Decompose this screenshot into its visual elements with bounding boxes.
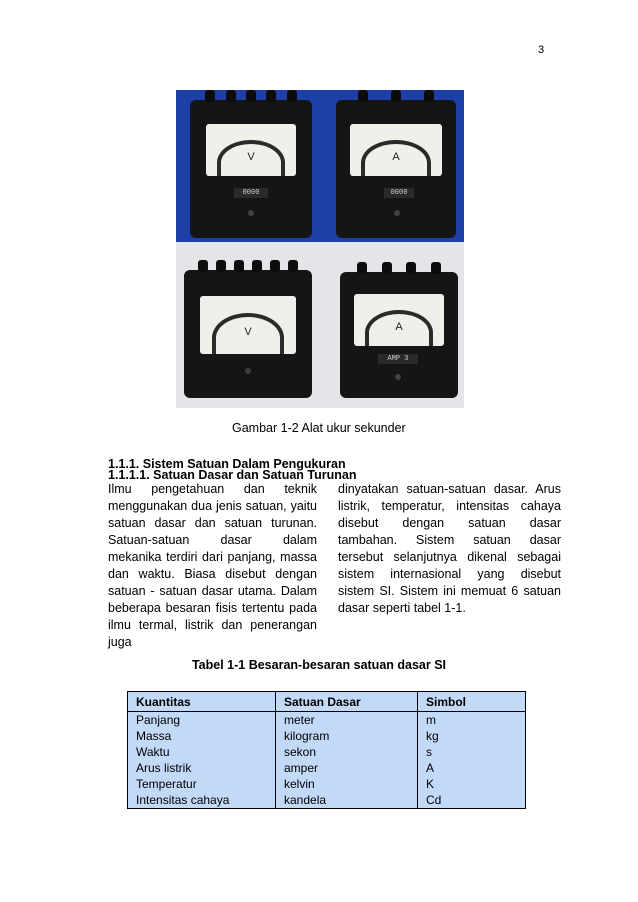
cell-quantity: Arus listrik [128,760,276,776]
cell-unit: kandela [276,792,418,809]
header-symbol: Simbol [418,692,526,712]
cell-quantity: Waktu [128,744,276,760]
si-units-table [127,691,526,809]
cell-quantity: Panjang [128,712,276,729]
meter-scale-label: A [392,151,400,164]
meter-plate: AMP 3 [378,354,418,364]
table-row [128,760,526,776]
meter-scale-label: V [244,326,252,339]
cell-symbol: s [418,744,526,760]
cell-symbol: A [418,760,526,776]
meter-scale-label: V [247,151,255,164]
voltmeter-top [190,100,312,238]
cell-unit: kilogram [276,728,418,744]
cell-unit: amper [276,760,418,776]
ammeter-top [336,100,456,238]
table-title: Tabel 1-1 Besaran-besaran satuan dasar SI [191,658,447,672]
paragraph-right: dinyatakan satuan-satuan dasar. Arus listrik, temperatur, intensitas cahaya disebut dengan satuan dasar tambahan. Sistem satuan dasar tersebut selanjutnya dikenal sebagai sistem internasional yang disebut sistem SI. Sistem ini memuat 6 satuan dasar seperti tabel 1-1. [338,482,561,615]
cell-symbol: Cd [418,792,526,809]
table-row [128,744,526,760]
cell-quantity: Temperatur [128,776,276,792]
cell-symbol: m [418,712,526,729]
page-number: 3 [538,44,545,56]
meter-plate: 0000 [234,188,268,198]
cell-unit: meter [276,712,418,729]
cell-symbol: K [418,776,526,792]
figure-caption: Gambar 1-2 Alat ukur sekunder [232,421,406,435]
meter-plate: 0000 [384,188,414,198]
header-quantity: Kuantitas [128,692,276,712]
ammeter-bottom [340,272,458,398]
subsection-heading: 1.1.1.1. Satuan Dasar dan Satuan Turunan [108,468,357,482]
meters-photo [176,90,464,408]
table-row [128,728,526,744]
cell-quantity: Massa [128,728,276,744]
cell-symbol: kg [418,728,526,744]
cell-unit: sekon [276,744,418,760]
table-row [128,712,526,729]
voltmeter-bottom [184,270,312,398]
cell-quantity: Intensitas cahaya [128,792,276,809]
paragraph-left: Ilmu pengetahuan dan teknik menggunakan dua jenis satuan, yaitu satuan dasar dan satuan turunan. Satuan-satuan dasar dalam mekanika terdiri dari panjang, massa dan waktu. Biasa disebut dengan satuan - satuan dasar utama. Dalam beberapa besaran fisis tertentu pada ilmu termal, listrik dan penerangan juga [108,482,317,649]
table-row [128,776,526,792]
table-header-row [128,692,526,712]
cell-unit: kelvin [276,776,418,792]
section-heading: 1.1.1. Sistem Satuan Dalam Pengukuran [108,457,346,471]
meter-scale-label: A [395,321,403,334]
table-row [128,792,526,809]
header-base-unit: Satuan Dasar [276,692,418,712]
